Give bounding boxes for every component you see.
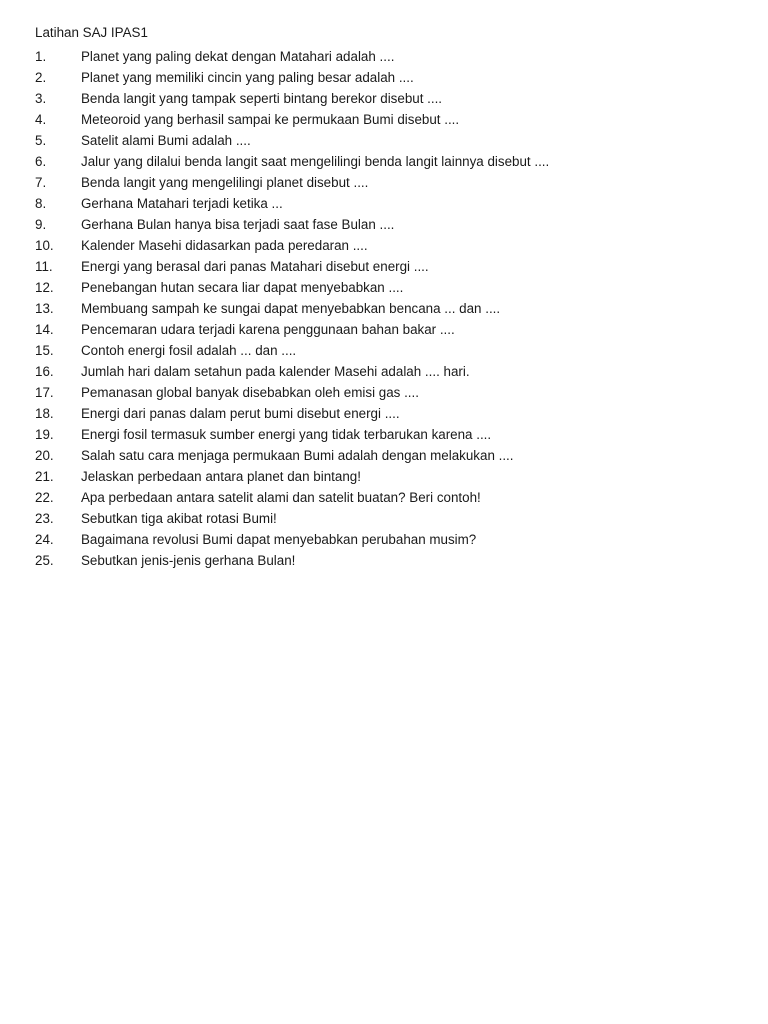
question-text: Jalur yang dilalui benda langit saat mengelilingi benda langit lainnya disebut .... (81, 154, 550, 169)
question-number: 2. (35, 70, 47, 85)
question-item (0, 109, 740, 130)
question-number: 16. (35, 364, 54, 379)
question-text: Salah satu cara menjaga permukaan Bumi adalah dengan melakukan .... (81, 448, 514, 463)
question-number: 21. (35, 469, 54, 484)
question-text: Planet yang memiliki cincin yang paling besar adalah .... (81, 70, 414, 85)
question-item (0, 403, 740, 424)
question-item (0, 445, 740, 466)
question-item (0, 424, 740, 445)
question-text: Energi fosil termasuk sumber energi yang tidak terbarukan karena .... (81, 427, 492, 442)
question-text: Pencemaran udara terjadi karena penggunaan bahan bakar .... (81, 322, 455, 337)
question-number: 24. (35, 532, 54, 547)
question-number: 8. (35, 196, 47, 211)
question-number: 18. (35, 406, 54, 421)
question-item (0, 46, 740, 67)
question-text: Satelit alami Bumi adalah .... (81, 133, 251, 148)
question-number: 23. (35, 511, 54, 526)
question-number: 22. (35, 490, 54, 505)
question-number: 12. (35, 280, 54, 295)
question-text: Meteoroid yang berhasil sampai ke permukaan Bumi disebut .... (81, 112, 460, 127)
question-item (0, 67, 740, 88)
question-list (0, 46, 740, 571)
question-text: Membuang sampah ke sungai dapat menyebabkan bencana ... dan .... (81, 301, 501, 316)
question-number: 14. (35, 322, 54, 337)
question-text: Bagaimana revolusi Bumi dapat menyebabkan perubahan musim? (81, 532, 477, 547)
question-text: Jumlah hari dalam setahun pada kalender Masehi adalah .... hari. (81, 364, 470, 379)
question-item (0, 235, 740, 256)
question-text: Jelaskan perbedaan antara planet dan bintang! (81, 469, 361, 484)
question-number: 4. (35, 112, 47, 127)
question-text: Benda langit yang tampak seperti bintang berekor disebut .... (81, 91, 443, 106)
question-number: 20. (35, 448, 54, 463)
question-item (0, 550, 740, 571)
question-item (0, 88, 740, 109)
question-text: Energi yang berasal dari panas Matahari disebut energi .... (81, 259, 429, 274)
question-item (0, 487, 740, 508)
question-text: Pemanasan global banyak disebabkan oleh emisi gas .... (81, 385, 419, 400)
question-number: 6. (35, 154, 47, 169)
question-number: 17. (35, 385, 54, 400)
question-text: Sebutkan jenis-jenis gerhana Bulan! (81, 553, 296, 568)
question-item (0, 382, 740, 403)
question-item (0, 508, 740, 529)
question-number: 11. (35, 259, 53, 274)
question-item (0, 529, 740, 550)
question-item (0, 151, 740, 172)
document-title: Latihan SAJ IPAS1 (35, 25, 148, 40)
question-number: 9. (35, 217, 47, 232)
question-item (0, 361, 740, 382)
question-item (0, 130, 740, 151)
question-item (0, 193, 740, 214)
question-text: Sebutkan tiga akibat rotasi Bumi! (81, 511, 277, 526)
question-text: Kalender Masehi didasarkan pada peredaran .... (81, 238, 368, 253)
question-text: Benda langit yang mengelilingi planet disebut .... (81, 175, 369, 190)
question-number: 25. (35, 553, 54, 568)
question-text: Gerhana Matahari terjadi ketika ... (81, 196, 283, 211)
question-number: 15. (35, 343, 54, 358)
question-text: Contoh energi fosil adalah ... dan .... (81, 343, 297, 358)
question-text: Gerhana Bulan hanya bisa terjadi saat fase Bulan .... (81, 217, 395, 232)
question-item (0, 298, 740, 319)
question-number: 1. (35, 49, 47, 64)
question-number: 19. (35, 427, 54, 442)
question-text: Planet yang paling dekat dengan Matahari adalah .... (81, 49, 395, 64)
question-text: Energi dari panas dalam perut bumi disebut energi .... (81, 406, 400, 421)
question-number: 10. (35, 238, 54, 253)
question-item (0, 172, 740, 193)
question-item (0, 277, 740, 298)
question-number: 5. (35, 133, 47, 148)
question-text: Penebangan hutan secara liar dapat menyebabkan .... (81, 280, 404, 295)
question-number: 13. (35, 301, 54, 316)
question-item (0, 214, 740, 235)
question-item (0, 319, 740, 340)
question-number: 3. (35, 91, 47, 106)
question-item (0, 466, 740, 487)
question-item (0, 256, 740, 277)
question-number: 7. (35, 175, 47, 190)
question-text: Apa perbedaan antara satelit alami dan satelit buatan? Beri contoh! (81, 490, 481, 505)
question-item (0, 340, 740, 361)
